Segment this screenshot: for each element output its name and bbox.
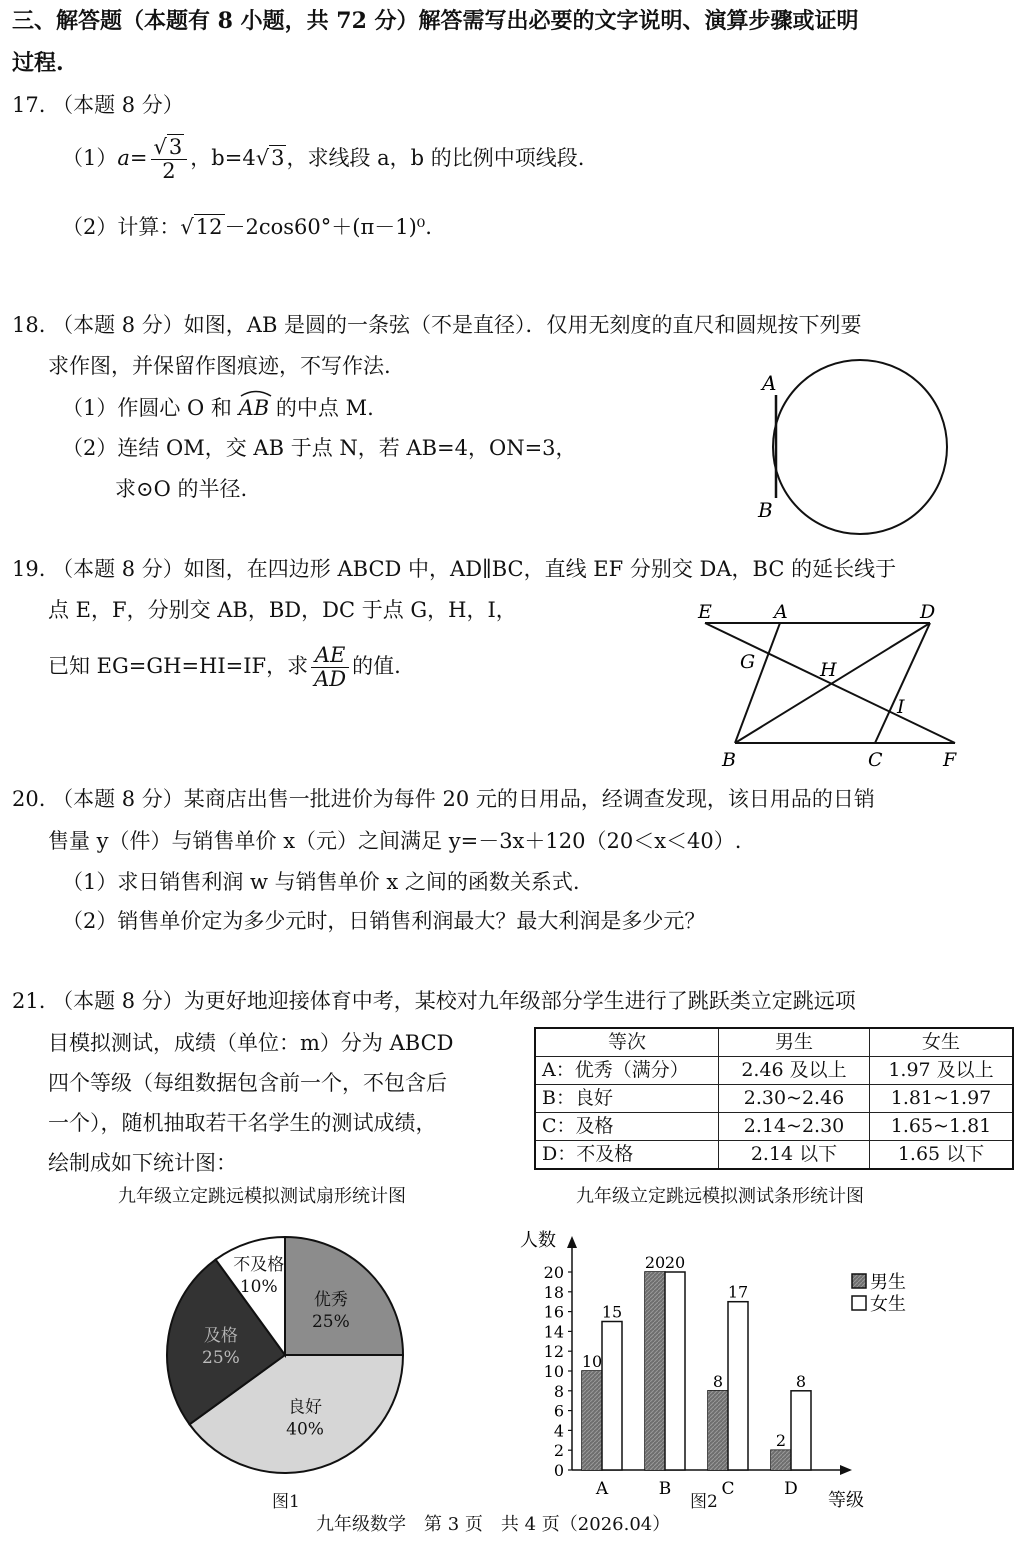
table-row: [535, 1141, 1013, 1170]
eq-sign: =: [129, 146, 148, 171]
bar-value-label: 10: [581, 1352, 603, 1371]
bar-女生-A: [602, 1322, 622, 1471]
line-bd: [735, 623, 930, 743]
q21-line5: 绘制成如下统计图：: [48, 1151, 237, 1175]
q21-line4: 一个），随机抽取若干名学生的测试成绩，: [48, 1111, 437, 1135]
pie-percent-0: 25%: [311, 1312, 350, 1333]
q19-line2: 点 E，F，分别交 AB，BD，DC 于点 G，H，I，: [48, 598, 517, 622]
label-g: G: [740, 651, 756, 673]
bar-value-label: 2: [775, 1431, 787, 1451]
x-tick-label: B: [658, 1479, 672, 1499]
y-tick-label: 8: [553, 1381, 564, 1401]
q17-part2: [62, 214, 432, 240]
table-header-row: [535, 1028, 1013, 1057]
pie-chart: [150, 1220, 420, 1490]
section-title: 三、解答题（本题有 8 小题，共 72 分）解答需写出必要的文字说明、演算步骤或证明: [12, 8, 859, 34]
pie-label-3: 不及格: [233, 1255, 285, 1276]
q18-part3: 求⊙O 的半径.: [115, 477, 248, 501]
radicand-12: 12: [195, 215, 223, 239]
table-row: [535, 1057, 1013, 1085]
point-b-label: B: [758, 498, 773, 522]
bar-value-label: 8: [795, 1371, 807, 1391]
table-cell: A：优秀（满分）: [535, 1057, 719, 1085]
q20-part2: （2）销售单价定为多少元时，日销售利润最大？最大利润是多少元？: [62, 909, 706, 933]
pie-percent-1: 40%: [286, 1419, 324, 1440]
y-tick-label: 6: [553, 1401, 564, 1421]
bar-value-label: 15: [601, 1302, 623, 1322]
q21-line1: 21. （本题 8 分）为更好地迎接体育中考，某校对九年级部分学生进行了跳跃类立定跳远项: [12, 989, 856, 1013]
q17-part1: [62, 136, 584, 183]
q17-part2-prefix: （2）计算：: [62, 215, 181, 239]
table-header-cell: 等次: [535, 1028, 719, 1057]
table-row: [535, 1085, 1013, 1113]
label-b: B: [722, 749, 736, 771]
circle: [773, 360, 947, 534]
q18-part2: （2）连结 OM，交 AB 于点 N，若 AB=4，ON=3，: [62, 436, 577, 460]
table-cell: 2.46 及以上: [719, 1057, 870, 1085]
point-a-label: A: [762, 371, 777, 395]
y-tick-label: 16: [543, 1302, 564, 1322]
grade-table: [534, 1027, 1014, 1170]
arc-ab-label: AB: [238, 396, 270, 420]
arc-mark-icon: [239, 389, 273, 397]
q18-line2: 求作图，并保留作图痕迹，不写作法.: [48, 354, 391, 378]
label-a: A: [774, 601, 788, 623]
q21-line2: 目模拟测试，成绩（单位：m）分为 ABCD: [48, 1031, 454, 1055]
fraction-den: AD: [314, 667, 347, 692]
label-c: C: [868, 749, 883, 771]
table-cell: 2.30~2.46: [719, 1085, 870, 1113]
y-tick-label: 18: [543, 1282, 564, 1302]
pie-label-0: 优秀: [313, 1290, 348, 1311]
q18-circle-figure: [750, 360, 960, 525]
label-d: D: [920, 601, 936, 623]
label-i: I: [897, 696, 905, 718]
x-axis-arrow-icon: [840, 1465, 852, 1475]
y-axis-arrow-icon: [567, 1236, 577, 1248]
section-title-cont: 过程.: [12, 50, 64, 76]
bar-女生-C: [728, 1302, 748, 1470]
x-tick-label: C: [721, 1479, 735, 1499]
pie-chart-title: 九年级立定跳远模拟测试扇形统计图: [118, 1186, 406, 1207]
table-cell: 2.14 以下: [719, 1141, 870, 1170]
y-axis-label: 人数: [520, 1230, 556, 1251]
table-cell: B：良好: [535, 1085, 719, 1113]
q17-part1-prefix: （1）: [62, 146, 118, 171]
bar-value-label: 20: [644, 1253, 666, 1272]
fraction-ae-ad: [311, 644, 349, 691]
q19-quadrilateral-figure: [690, 598, 975, 773]
bar-value-label: 8: [712, 1371, 724, 1391]
y-tick-label: 2: [553, 1441, 564, 1461]
y-tick-label: 0: [553, 1461, 564, 1480]
legend-swatch: [852, 1296, 866, 1310]
arc-ab: [239, 395, 270, 421]
legend-label: 男生: [870, 1272, 906, 1293]
y-tick-label: 20: [543, 1263, 564, 1282]
bar-texture: [708, 1391, 728, 1470]
pie-percent-3: 10%: [239, 1277, 278, 1298]
bar-texture: [771, 1450, 791, 1470]
q19-line3-a: 已知 EG=GH=HI=IF，求: [48, 654, 309, 679]
table-cell: D：不及格: [535, 1141, 719, 1170]
q18-line1: 18. （本题 8 分）如图，AB 是圆的一条弦（不是直径）．仅用无刻度的直尺和圆规按下列要: [12, 313, 862, 337]
y-tick-label: 4: [553, 1421, 564, 1441]
x-tick-label: D: [784, 1479, 798, 1499]
label-h: H: [820, 659, 837, 681]
label-f: F: [943, 749, 957, 771]
q20-line2: 售量 y（件）与销售单价 x（元）之间满足 y=－3x＋120（20＜x＜40）.: [48, 829, 742, 853]
q17-part2-tail: －2cos60°＋(π－1)⁰.: [224, 215, 432, 239]
pie-percent-2: 25%: [202, 1347, 240, 1368]
q18-part1-a: （1）作圆心 O 和: [62, 396, 239, 420]
y-tick-label: 12: [543, 1342, 564, 1362]
figure1-caption: 图1: [272, 1492, 300, 1512]
table-header-cell: 男生: [719, 1028, 870, 1057]
radicand-b: 3: [271, 146, 285, 171]
pie-label-1: 良好: [288, 1397, 323, 1418]
bar-女生-D: [791, 1391, 811, 1470]
x-axis-label: 等级: [828, 1490, 864, 1511]
denominator: 2: [162, 159, 176, 184]
legend-label: 女生: [870, 1294, 906, 1315]
q20-line1: 20. （本题 8 分）某商店出售一批进价为每件 20 元的日用品，经调查发现，该日用品的日销: [12, 787, 875, 811]
table-header-cell: 女生: [870, 1028, 1014, 1057]
label-e: E: [698, 601, 712, 623]
bar-texture: [582, 1371, 602, 1470]
x-tick-label: A: [595, 1479, 609, 1499]
fraction-sqrt3-over-2: $\frac{√3}{2}$: [151, 136, 188, 183]
q19-line3-b: 的值.: [352, 654, 401, 679]
q19-line1: 19. （本题 8 分）如图，在四边形 ABCD 中，AD∥BC，直线 EF 分别交 DA，BC 的延长线于: [12, 557, 897, 581]
table-cell: 1.65 以下: [870, 1141, 1014, 1170]
pie-label-2: 及格: [203, 1325, 238, 1346]
page-footer: 九年级数学 第 3 页 共 4 页（2026.04）: [316, 1514, 671, 1535]
q19-line3: [48, 644, 401, 691]
radicand: 3: [168, 135, 183, 159]
var-a: a: [117, 146, 130, 171]
y-tick-label: 10: [543, 1362, 564, 1381]
sqrt-3: √3: [255, 146, 285, 171]
b-part: ，b=4: [190, 146, 256, 171]
bar-chart-title: 九年级立定跳远模拟测试条形统计图: [576, 1186, 864, 1207]
table-row: [535, 1113, 1013, 1141]
table-cell: C：及格: [535, 1113, 719, 1141]
table-cell: 2.14~2.30: [719, 1113, 870, 1141]
q20-part1: （1）求日销售利润 w 与销售单价 x 之间的函数关系式.: [62, 870, 580, 894]
q17-part1-tail: ，求线段 a，b 的比例中项线段.: [286, 146, 585, 171]
bar-value-label: 20: [664, 1253, 686, 1272]
q17-heading: 17. （本题 8 分）: [12, 93, 184, 117]
table-cell: 1.65~1.81: [870, 1113, 1014, 1141]
bar-value-label: 17: [727, 1282, 749, 1302]
q18-part1: [62, 395, 374, 421]
y-tick-label: 14: [543, 1322, 564, 1342]
legend-swatch: [852, 1274, 866, 1288]
fraction-num: AE: [311, 644, 349, 668]
q18-part1-b: 的中点 M.: [269, 396, 374, 420]
figure2-caption: 图2: [690, 1492, 718, 1512]
sqrt-12: √12: [180, 215, 223, 239]
bar-女生-B: [665, 1272, 685, 1470]
table-cell: 1.97 及以上: [870, 1057, 1014, 1085]
bar-texture: [645, 1272, 665, 1470]
table-cell: 1.81~1.97: [870, 1085, 1014, 1113]
q21-line3: 四个等级（每组数据包含前一个，不包含后: [48, 1071, 447, 1095]
